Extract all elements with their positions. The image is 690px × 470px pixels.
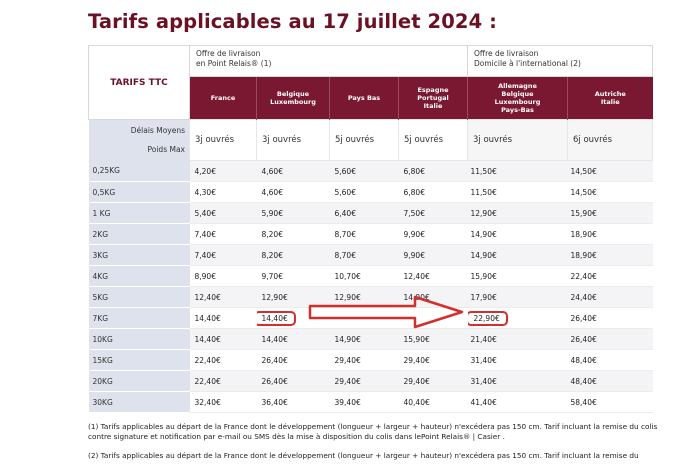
price-cell: 26,40€ <box>568 308 653 329</box>
price-cell: 12,90€ <box>257 287 330 308</box>
price-cell: 5,60€ <box>330 161 399 182</box>
weight-cell: 20KG <box>89 371 190 392</box>
price-cell: 24,40€ <box>568 287 653 308</box>
price-cell: 5,40€ <box>190 203 257 224</box>
price-cell: 39,40€ <box>330 392 399 413</box>
price-cell: 5,90€ <box>257 203 330 224</box>
price-cell: 48,40€ <box>568 350 653 371</box>
highlighted-price: 14,40€ <box>257 311 296 326</box>
delay-label: Délais Moyens Poids Max <box>89 120 190 161</box>
delay-value: 5j ouvrés <box>399 120 468 161</box>
dest-header: Espagne Portugal Italie <box>399 77 468 120</box>
price-cell: 7,50€ <box>399 203 468 224</box>
price-cell: 6,40€ <box>330 203 399 224</box>
weight-cell: 10KG <box>89 329 190 350</box>
price-rows <box>89 161 653 413</box>
price-cell: 31,40€ <box>468 371 568 392</box>
dest-header: Pays Bas <box>330 77 399 120</box>
price-cell: 17,90€ <box>468 287 568 308</box>
price-cell: 8,20€ <box>257 224 330 245</box>
price-cell: 14,90€ <box>468 224 568 245</box>
price-cell: 10,70€ <box>330 266 399 287</box>
price-cell: 5,60€ <box>330 182 399 203</box>
price-cell: 7,40€ <box>190 224 257 245</box>
price-cell: 12,90€ <box>468 203 568 224</box>
price-cell: 4,60€ <box>257 161 330 182</box>
price-cell: 18,90€ <box>568 245 653 266</box>
price-cell: 29,40€ <box>330 371 399 392</box>
table-row <box>89 203 653 224</box>
price-cell: 8,70€ <box>330 245 399 266</box>
table-row <box>89 182 653 203</box>
price-cell: 26,40€ <box>257 371 330 392</box>
weight-cell: 2KG <box>89 224 190 245</box>
price-cell: 41,40€ <box>468 392 568 413</box>
price-cell: 26,40€ <box>257 350 330 371</box>
price-cell: 14,40€ <box>190 308 257 329</box>
footnotes <box>88 422 658 470</box>
price-cell: 12,40€ <box>399 266 468 287</box>
table-row <box>89 329 653 350</box>
table-row <box>89 161 653 182</box>
table-row <box>89 392 653 413</box>
price-cell: 29,40€ <box>399 350 468 371</box>
corner-header: TARIFS TTC <box>89 46 190 120</box>
price-cell: 22,40€ <box>568 266 653 287</box>
price-cell: 4,30€ <box>190 182 257 203</box>
price-cell: 7,40€ <box>190 245 257 266</box>
price-cell: 6,80€ <box>399 161 468 182</box>
dest-header: Allemagne Belgique Luxembourg Pays-Bas <box>468 77 568 120</box>
offer-domicile-header: Offre de livraison Domicile à l'international (2) <box>468 46 653 77</box>
weight-cell: 0,25KG <box>89 161 190 182</box>
price-cell: 14,40€ <box>257 329 330 350</box>
price-cell: 32,40€ <box>190 392 257 413</box>
offer-relais-header: Offre de livraison en Point Relais® (1) <box>190 46 468 77</box>
price-cell: 31,40€ <box>468 350 568 371</box>
price-cell: 14,50€ <box>568 182 653 203</box>
footnote-1: (1) Tarifs applicables au départ de la France dont le développement (longueur + largeur + hauteur) n'excédera pas 150 cm. Tarif incluant la remise du colis contre signature et notification par e-mail ou SMS dès la mise à disposition du colis dans lePoint Relais® | Casier . <box>88 422 658 441</box>
price-cell: 15,90€ <box>399 329 468 350</box>
price-cell: 4,60€ <box>257 182 330 203</box>
weight-cell: 4KG <box>89 266 190 287</box>
page-title: Tarifs applicables au 17 juillet 2024 : <box>88 10 498 33</box>
price-cell: 36,40€ <box>257 392 330 413</box>
delay-value: 5j ouvrés <box>330 120 399 161</box>
table-row <box>89 224 653 245</box>
highlighted-price: 22,90€ <box>468 311 508 326</box>
delay-value: 6j ouvrés <box>568 120 653 161</box>
price-cell: 58,40€ <box>568 392 653 413</box>
price-cell: 12,90€ <box>330 287 399 308</box>
delay-value: 3j ouvrés <box>468 120 568 161</box>
price-cell: 15,90€ <box>468 266 568 287</box>
weight-cell: 0,5KG <box>89 182 190 203</box>
weight-cell: 15KG <box>89 350 190 371</box>
price-cell: 26,40€ <box>568 329 653 350</box>
price-cell: 9,90€ <box>399 245 468 266</box>
price-cell: 29,40€ <box>330 350 399 371</box>
weight-cell: 5KG <box>89 287 190 308</box>
delay-value: 3j ouvrés <box>190 120 257 161</box>
price-cell: 9,90€ <box>399 224 468 245</box>
price-cell: 11,50€ <box>468 161 568 182</box>
dest-header: France <box>190 77 257 120</box>
price-cell: 4,20€ <box>190 161 257 182</box>
price-cell: 22,40€ <box>190 371 257 392</box>
dest-header: Autriche Italie <box>568 77 653 120</box>
dest-header: Belgique Luxembourg <box>257 77 330 120</box>
price-cell: 15,90€ <box>568 203 653 224</box>
price-cell: 14,90€ <box>468 245 568 266</box>
price-cell: 11,50€ <box>468 182 568 203</box>
delay-value: 3j ouvrés <box>257 120 330 161</box>
footnote-2: (2) Tarifs applicables au départ de la France dont le développement (longueur + largeur + hauteur) n'excédera pas 150 cm. Tarif incluant la remise du <box>88 451 639 460</box>
price-cell: 48,40€ <box>568 371 653 392</box>
price-cell: 14,90€ <box>399 287 468 308</box>
price-cell: 22,40€ <box>190 350 257 371</box>
weight-cell: 3KG <box>89 245 190 266</box>
price-cell: 6,80€ <box>399 182 468 203</box>
price-cell: 14,90€ <box>330 329 399 350</box>
weight-cell: 30KG <box>89 392 190 413</box>
price-cell: 8,70€ <box>330 224 399 245</box>
price-cell: 18,90€ <box>568 224 653 245</box>
table-row <box>89 371 653 392</box>
weight-cell: 1 KG <box>89 203 190 224</box>
weight-cell: 7KG <box>89 308 190 329</box>
table-row <box>89 350 653 371</box>
price-cell: 40,40€ <box>399 392 468 413</box>
price-cell: 12,40€ <box>190 287 257 308</box>
price-cell: 8,20€ <box>257 245 330 266</box>
price-cell: 9,70€ <box>257 266 330 287</box>
table-row <box>89 245 653 266</box>
price-cell: 8,90€ <box>190 266 257 287</box>
price-cell: 29,40€ <box>399 371 468 392</box>
price-cell: 21,40€ <box>468 329 568 350</box>
price-cell: 14,50€ <box>568 161 653 182</box>
price-cell <box>468 308 568 329</box>
tariff-table <box>88 45 653 413</box>
price-cell: 14,40€ <box>190 329 257 350</box>
table-row <box>89 266 653 287</box>
arrow-right-icon <box>307 294 467 330</box>
